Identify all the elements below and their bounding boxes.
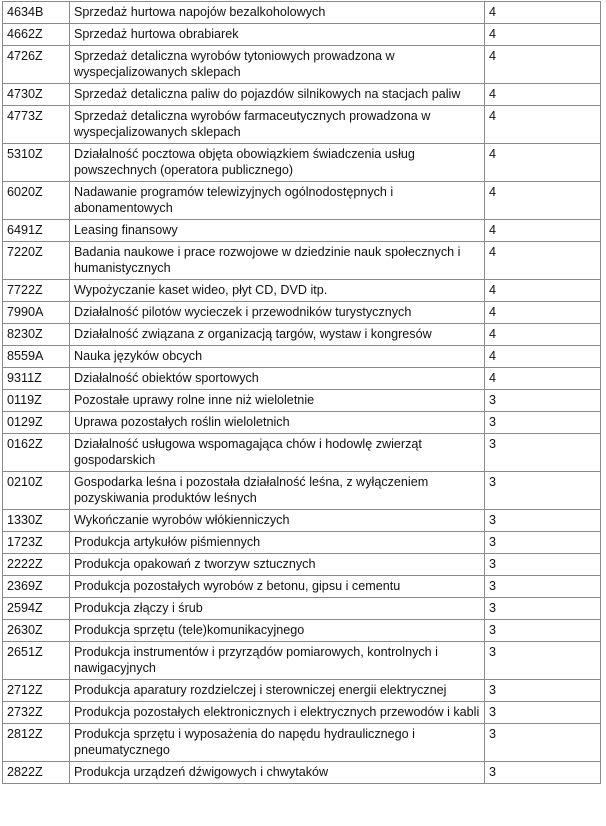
pkd-code-cell: 2712Z: [3, 680, 70, 702]
table-row: [3, 598, 601, 620]
pkd-code-cell: 8559A: [3, 346, 70, 368]
score-cell: 3: [485, 680, 601, 702]
activity-name-cell: Działalność pocztowa objęta obowiązkiem świadczenia usług powszechnych (operatora publicznego): [70, 144, 485, 182]
table-row: [3, 554, 601, 576]
table-row: [3, 702, 601, 724]
table-row: [3, 144, 601, 182]
pkd-code-cell: 7220Z: [3, 242, 70, 280]
table-row: [3, 46, 601, 84]
activity-name-cell: Produkcja pozostałych elektronicznych i elektrycznych przewodów i kabli: [70, 702, 485, 724]
pkd-code-cell: 6020Z: [3, 182, 70, 220]
activity-name-cell: Produkcja sprzętu (tele)komunikacyjnego: [70, 620, 485, 642]
score-cell: 4: [485, 280, 601, 302]
score-cell: 4: [485, 24, 601, 46]
pkd-code-cell: 0210Z: [3, 472, 70, 510]
score-cell: 4: [485, 106, 601, 144]
pkd-code-cell: 0119Z: [3, 390, 70, 412]
score-cell: 3: [485, 620, 601, 642]
score-cell: 3: [485, 390, 601, 412]
pkd-code-cell: 2822Z: [3, 762, 70, 784]
table-row: [3, 532, 601, 554]
activity-name-cell: Działalność pilotów wycieczek i przewodników turystycznych: [70, 302, 485, 324]
activity-name-cell: Pozostałe uprawy rolne inne niż wieloletnie: [70, 390, 485, 412]
table-row: [3, 182, 601, 220]
table-row: [3, 220, 601, 242]
activity-name-cell: Produkcja instrumentów i przyrządów pomiarowych, kontrolnych i nawigacyjnych: [70, 642, 485, 680]
score-cell: 4: [485, 368, 601, 390]
score-cell: 4: [485, 182, 601, 220]
table-row: [3, 434, 601, 472]
table-row: [3, 84, 601, 106]
table-row: [3, 2, 601, 24]
score-cell: 3: [485, 412, 601, 434]
score-cell: 3: [485, 724, 601, 762]
pkd-code-cell: 2594Z: [3, 598, 70, 620]
table-row: [3, 642, 601, 680]
activity-name-cell: Produkcja urządzeń dźwigowych i chwytaków: [70, 762, 485, 784]
pkd-code-cell: 0162Z: [3, 434, 70, 472]
pkd-code-cell: 9311Z: [3, 368, 70, 390]
pkd-code-cell: 1723Z: [3, 532, 70, 554]
table-row: [3, 620, 601, 642]
score-cell: 3: [485, 472, 601, 510]
pkd-table: [2, 1, 601, 784]
score-cell: 4: [485, 2, 601, 24]
pkd-code-cell: 4730Z: [3, 84, 70, 106]
pkd-code-cell: 2222Z: [3, 554, 70, 576]
score-cell: 3: [485, 576, 601, 598]
activity-name-cell: Badania naukowe i prace rozwojowe w dziedzinie nauk społecznych i humanistycznych: [70, 242, 485, 280]
table-row: [3, 324, 601, 346]
activity-name-cell: Uprawa pozostałych roślin wieloletnich: [70, 412, 485, 434]
pkd-code-cell: 4773Z: [3, 106, 70, 144]
table-row: [3, 346, 601, 368]
table-row: [3, 680, 601, 702]
table-row: [3, 724, 601, 762]
activity-name-cell: Produkcja sprzętu i wyposażenia do napędu hydraulicznego i pneumatycznego: [70, 724, 485, 762]
activity-name-cell: Działalność związana z organizacją targów, wystaw i kongresów: [70, 324, 485, 346]
score-cell: 4: [485, 46, 601, 84]
table-row: [3, 762, 601, 784]
table-row: [3, 412, 601, 434]
score-cell: 4: [485, 324, 601, 346]
table-row: [3, 390, 601, 412]
table-row: [3, 368, 601, 390]
table-row: [3, 302, 601, 324]
table-row: [3, 510, 601, 532]
activity-name-cell: Produkcja opakowań z tworzyw sztucznych: [70, 554, 485, 576]
pkd-code-cell: 2651Z: [3, 642, 70, 680]
pkd-code-cell: 7722Z: [3, 280, 70, 302]
table-row: [3, 242, 601, 280]
activity-name-cell: Wykończanie wyrobów włókienniczych: [70, 510, 485, 532]
score-cell: 3: [485, 762, 601, 784]
table-row: [3, 280, 601, 302]
score-cell: 4: [485, 144, 601, 182]
activity-name-cell: Sprzedaż detaliczna paliw do pojazdów silnikowych na stacjach paliw: [70, 84, 485, 106]
score-cell: 4: [485, 242, 601, 280]
activity-name-cell: Leasing finansowy: [70, 220, 485, 242]
score-cell: 4: [485, 84, 601, 106]
pkd-code-cell: 7990A: [3, 302, 70, 324]
activity-name-cell: Działalność usługowa wspomagająca chów i hodowlę zwierząt gospodarskich: [70, 434, 485, 472]
pkd-code-cell: 5310Z: [3, 144, 70, 182]
pkd-code-cell: 4726Z: [3, 46, 70, 84]
pkd-code-cell: 4662Z: [3, 24, 70, 46]
table-row: [3, 106, 601, 144]
score-cell: 3: [485, 510, 601, 532]
score-cell: 3: [485, 642, 601, 680]
pkd-code-cell: 0129Z: [3, 412, 70, 434]
score-cell: 3: [485, 532, 601, 554]
pkd-code-cell: 4634B: [3, 2, 70, 24]
activity-name-cell: Nauka języków obcych: [70, 346, 485, 368]
activity-name-cell: Sprzedaż detaliczna wyrobów farmaceutycznych prowadzona w wyspecjalizowanych sklepach: [70, 106, 485, 144]
activity-name-cell: Sprzedaż hurtowa napojów bezalkoholowych: [70, 2, 485, 24]
table-row: [3, 576, 601, 598]
table-row: [3, 472, 601, 510]
table-row: [3, 24, 601, 46]
pkd-code-cell: 8230Z: [3, 324, 70, 346]
pkd-code-cell: 2630Z: [3, 620, 70, 642]
pkd-code-cell: 2732Z: [3, 702, 70, 724]
activity-name-cell: Sprzedaż hurtowa obrabiarek: [70, 24, 485, 46]
pkd-code-cell: 1330Z: [3, 510, 70, 532]
activity-name-cell: Produkcja aparatury rozdzielczej i sterowniczej energii elektrycznej: [70, 680, 485, 702]
score-cell: 4: [485, 302, 601, 324]
score-cell: 4: [485, 346, 601, 368]
score-cell: 4: [485, 220, 601, 242]
activity-name-cell: Nadawanie programów telewizyjnych ogólnodostępnych i abonamentowych: [70, 182, 485, 220]
table-body: [3, 2, 601, 784]
score-cell: 3: [485, 434, 601, 472]
activity-name-cell: Produkcja artykułów piśmiennych: [70, 532, 485, 554]
activity-name-cell: Produkcja pozostałych wyrobów z betonu, gipsu i cementu: [70, 576, 485, 598]
activity-name-cell: Gospodarka leśna i pozostała działalność leśna, z wyłączeniem pozyskiwania produktów leśnych: [70, 472, 485, 510]
activity-name-cell: Działalność obiektów sportowych: [70, 368, 485, 390]
pkd-code-cell: 6491Z: [3, 220, 70, 242]
activity-name-cell: Produkcja złączy i śrub: [70, 598, 485, 620]
score-cell: 3: [485, 554, 601, 576]
pkd-code-cell: 2812Z: [3, 724, 70, 762]
pkd-code-cell: 2369Z: [3, 576, 70, 598]
activity-name-cell: Sprzedaż detaliczna wyrobów tytoniowych prowadzona w wyspecjalizowanych sklepach: [70, 46, 485, 84]
score-cell: 3: [485, 598, 601, 620]
activity-name-cell: Wypożyczanie kaset wideo, płyt CD, DVD itp.: [70, 280, 485, 302]
score-cell: 3: [485, 702, 601, 724]
